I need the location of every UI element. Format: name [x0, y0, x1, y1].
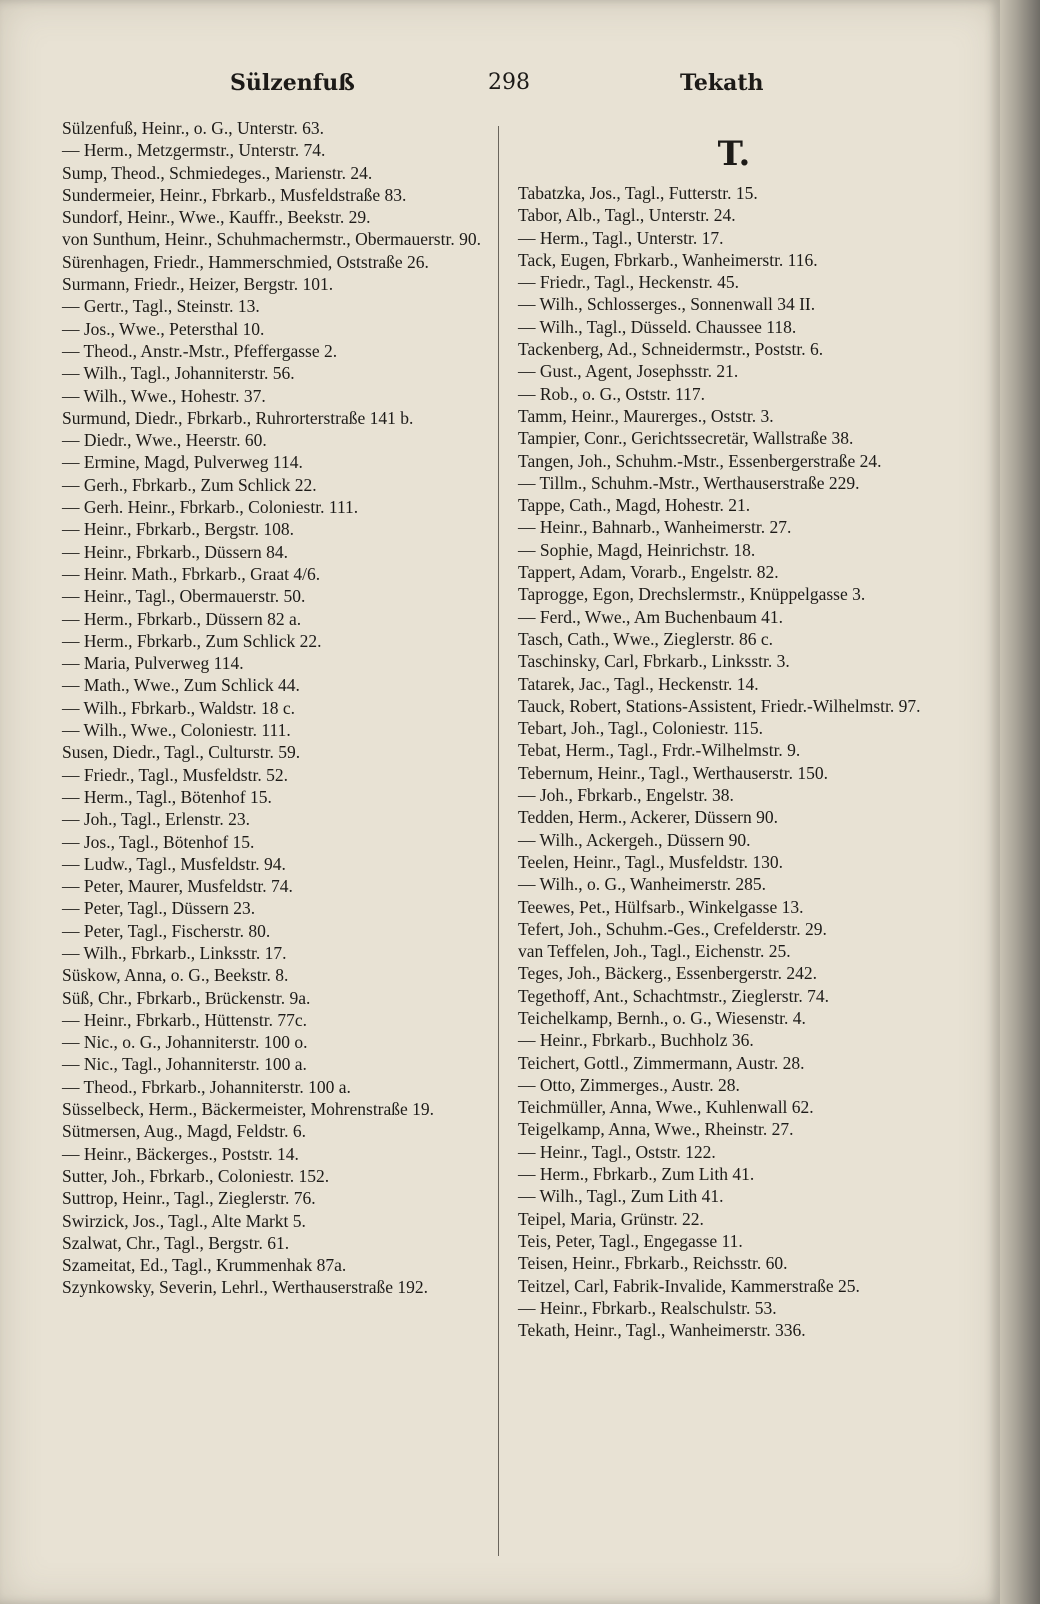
directory-entry: Tangen, Joh., Schuhm.-Mstr., Essenbergerstraße 24.: [518, 450, 882, 471]
directory-entry: Tappert, Adam, Vorarb., Engelstr. 82.: [518, 562, 779, 583]
directory-entry: — Gerh. Heinr., Fbrkarb., Coloniestr. 111.: [62, 497, 359, 518]
directory-entry: — Jos., Wwe., Petersthal 10.: [62, 318, 265, 339]
directory-entry: — Wilh., Fbrkarb., Linksstr. 17.: [62, 942, 287, 963]
directory-entry: — Friedr., Tagl., Heckenstr. 45.: [518, 272, 740, 293]
directory-entry: Teichert, Gottl., Zimmermann, Austr. 28.: [518, 1052, 805, 1073]
directory-entry: — Wilh., Fbrkarb., Waldstr. 18 c.: [62, 697, 295, 718]
directory-entry: — Heinr., Tagl., Obermauerstr. 50.: [62, 586, 306, 607]
directory-entry: Tampier, Conr., Gerichtssecretär, Wallstraße 38.: [518, 428, 854, 449]
directory-entry: — Heinr., Fbrkarb., Düssern 84.: [62, 541, 289, 562]
directory-entry: — Nic., o. G., Johanniterstr. 100 o.: [62, 1032, 308, 1053]
directory-entry: — Gerh., Fbrkarb., Zum Schlick 22.: [62, 474, 317, 495]
book-edge: [1000, 0, 1040, 1604]
directory-entry: Szynkowsky, Severin, Lehrl., Werthauserstraße 192.: [62, 1277, 429, 1298]
directory-entry: — Peter, Tagl., Fischerstr. 80.: [62, 920, 271, 941]
directory-entry: Tegethoff, Ant., Schachtmstr., Zieglerstr. 74.: [518, 985, 829, 1006]
directory-entry: — Jos., Tagl., Bötenhof 15.: [62, 831, 255, 852]
directory-entry: Teewes, Pet., Hülfsarb., Winkelgasse 13.: [518, 896, 804, 917]
directory-entry: Teisen, Heinr., Fbrkarb., Reichsstr. 60.: [518, 1253, 788, 1274]
directory-entry: — Gertr., Tagl., Steinstr. 13.: [62, 296, 260, 317]
directory-entry: Teis, Peter, Tagl., Engegasse 11.: [518, 1230, 743, 1251]
directory-entry: Teelen, Heinr., Tagl., Musfeldstr. 130.: [518, 851, 784, 872]
directory-entry: — Joh., Fbrkarb., Engelstr. 38.: [518, 785, 734, 806]
directory-entry: — Theod., Fbrkarb., Johanniterstr. 100 a.: [62, 1076, 351, 1097]
header-last-entry: Tekath: [680, 70, 764, 96]
directory-entry: Teichelkamp, Bernh., o. G., Wiesenstr. 4.: [518, 1007, 806, 1028]
directory-entry: — Heinr., Bahnarb., Wanheimerstr. 27.: [518, 517, 792, 538]
directory-entry: Sump, Theod., Schmiedeges., Marienstr. 24.: [62, 162, 373, 183]
directory-entry: — Sophie, Magd, Heinrichstr. 18.: [518, 539, 756, 560]
directory-entry: Tebat, Herm., Tagl., Frdr.-Wilhelmstr. 9.: [518, 740, 801, 761]
directory-entry: — Wilh., Ackergeh., Düssern 90.: [518, 829, 751, 850]
directory-entry: — Ferd., Wwe., Am Buchenbaum 41.: [518, 606, 784, 627]
directory-entry: — Herm., Fbrkarb., Zum Schlick 22.: [62, 630, 322, 651]
directory-entry: Sülzenfuß, Heinr., o. G., Unterstr. 63.: [62, 118, 324, 138]
directory-entry: — Heinr. Math., Fbrkarb., Graat 4/6.: [62, 563, 321, 584]
directory-entry: Süsselbeck, Herm., Bäckermeister, Mohrenstraße 19.: [62, 1099, 435, 1120]
directory-entry: — Diedr., Wwe., Heerstr. 60.: [62, 430, 267, 451]
directory-entry: — Heinr., Fbrkarb., Bergstr. 108.: [62, 519, 295, 540]
directory-entry: Teipel, Maria, Grünstr. 22.: [518, 1208, 704, 1229]
section-letter: T.: [717, 134, 751, 174]
directory-entry: Tatarek, Jac., Tagl., Heckenstr. 14.: [518, 673, 759, 694]
directory-entry: — Friedr., Tagl., Musfeldstr. 52.: [62, 764, 288, 785]
directory-entry: Tauck, Robert, Stations-Assistent, Friedr.-Wilhelmstr. 97.: [518, 695, 921, 716]
directory-entry: Swirzick, Jos., Tagl., Alte Markt 5.: [62, 1210, 306, 1231]
directory-entry: Tekath, Heinr., Tagl., Wanheimerstr. 336.: [518, 1320, 806, 1341]
directory-entry: — Wilh., Wwe., Coloniestr. 111.: [62, 720, 291, 741]
header-first-entry: Sülzenfuß: [230, 70, 355, 96]
directory-entry: Susen, Diedr., Tagl., Culturstr. 59.: [62, 742, 301, 763]
directory-entry: — Herm., Metzgermstr., Unterstr. 74.: [62, 140, 326, 161]
directory-entry: — Heinr., Fbrkarb., Realschulstr. 53.: [518, 1297, 777, 1318]
directory-entry: Teigelkamp, Anna, Wwe., Rheinstr. 27.: [518, 1119, 794, 1140]
directory-entry: Sürenhagen, Friedr., Hammerschmied, Oststraße 26.: [62, 251, 429, 272]
directory-entry: Tefert, Joh., Schuhm.-Ges., Crefelderstr. 29.: [518, 918, 827, 939]
directory-entry: Teichmüller, Anna, Wwe., Kuhlenwall 62.: [518, 1097, 814, 1118]
page-header: [60, 70, 950, 110]
directory-entry: Sutter, Joh., Fbrkarb., Coloniestr. 152.: [62, 1165, 330, 1186]
directory-entry: Tamm, Heinr., Maurerges., Oststr. 3.: [518, 405, 774, 426]
directory-entry: Tabatzka, Jos., Tagl., Futterstr. 15.: [518, 183, 758, 203]
directory-entry: — Wilh., o. G., Wanheimerstr. 285.: [518, 874, 767, 895]
directory-entry: — Herm., Tagl., Unterstr. 17.: [518, 227, 724, 248]
directory-entry: — Wilh., Tagl., Johanniterstr. 56.: [62, 363, 295, 384]
directory-entry: — Gust., Agent, Josephsstr. 21.: [518, 361, 739, 382]
directory-entry: — Tillm., Schuhm.-Mstr., Werthauserstraße 229.: [518, 472, 860, 493]
directory-entry: — Ludw., Tagl., Musfeldstr. 94.: [62, 853, 286, 874]
right-column-entries: [518, 182, 950, 1341]
page-number: 298: [488, 70, 530, 95]
directory-entry: — Heinr., Bäckerges., Poststr. 14.: [62, 1143, 299, 1164]
directory-entry: Tasch, Cath., Wwe., Zieglerstr. 86 c.: [518, 628, 774, 649]
directory-entry: Teitzel, Carl, Fabrik-Invalide, Kammerstraße 25.: [518, 1275, 860, 1296]
directory-entry: Tebart, Joh., Tagl., Coloniestr. 115.: [518, 718, 763, 739]
directory-entry: — Heinr., Fbrkarb., Buchholz 36.: [518, 1030, 754, 1051]
directory-entry: — Peter, Tagl., Düssern 23.: [62, 898, 256, 919]
left-column: [62, 117, 494, 1299]
directory-entry: — Herm., Fbrkarb., Düssern 82 a.: [62, 608, 302, 629]
directory-entry: Teges, Joh., Bäckerg., Essenbergerstr. 242.: [518, 963, 817, 984]
directory-entry: — Wilh., Schlosserges., Sonnenwall 34 II.: [518, 294, 816, 315]
directory-entry: — Maria, Pulverweg 114.: [62, 653, 244, 674]
directory-entry: — Peter, Maurer, Musfeldstr. 74.: [62, 876, 293, 897]
directory-entry: — Theod., Anstr.-Mstr., Pfeffergasse 2.: [62, 340, 338, 361]
directory-entry: Tabor, Alb., Tagl., Unterstr. 24.: [518, 205, 736, 226]
directory-entry: — Joh., Tagl., Erlenstr. 23.: [62, 809, 251, 830]
directory-entry: Taschinsky, Carl, Fbrkarb., Linksstr. 3.: [518, 651, 790, 672]
directory-entry: Surmann, Friedr., Heizer, Bergstr. 101.: [62, 274, 334, 295]
directory-entry: Sütmersen, Aug., Magd, Feldstr. 6.: [62, 1121, 307, 1142]
directory-entry: — Otto, Zimmerges., Austr. 28.: [518, 1074, 740, 1095]
directory-entry: Taprogge, Egon, Drechslermstr., Knüppelgasse 3.: [518, 584, 866, 605]
directory-entry: Suttrop, Heinr., Tagl., Zieglerstr. 76.: [62, 1188, 316, 1209]
directory-entry: Tack, Eugen, Fbrkarb., Wanheimerstr. 116.: [518, 249, 818, 270]
directory-entry: Tappe, Cath., Magd, Hohestr. 21.: [518, 495, 751, 516]
directory-entry: Szalwat, Chr., Tagl., Bergstr. 61.: [62, 1232, 290, 1253]
directory-entry: — Wilh., Tagl., Düsseld. Chaussee 118.: [518, 316, 797, 337]
directory-entry: — Herm., Fbrkarb., Zum Lith 41.: [518, 1164, 755, 1185]
directory-entry: Tackenberg, Ad., Schneidermstr., Poststr. 6.: [518, 339, 824, 360]
directory-entry: — Ermine, Magd, Pulverweg 114.: [62, 452, 303, 473]
directory-entry: — Wilh., Wwe., Hohestr. 37.: [62, 385, 266, 406]
directory-entry: Süskow, Anna, o. G., Beekstr. 8.: [62, 965, 289, 986]
directory-entry: Tedden, Herm., Ackerer, Düssern 90.: [518, 807, 779, 828]
directory-entry: Süß, Chr., Fbrkarb., Brückenstr. 9a.: [62, 987, 311, 1008]
directory-entry: van Teffelen, Joh., Tagl., Eichenstr. 25.: [518, 941, 791, 962]
directory-entry: — Math., Wwe., Zum Schlick 44.: [62, 675, 300, 696]
directory-entry: von Sunthum, Heinr., Schuhmachermstr., Obermauerstr. 90.: [62, 229, 481, 250]
directory-entry: — Herm., Tagl., Bötenhof 15.: [62, 786, 272, 807]
column-divider: [498, 126, 499, 1556]
directory-entry: — Heinr., Tagl., Oststr. 122.: [518, 1141, 716, 1162]
directory-entry: Sundorf, Heinr., Wwe., Kauffr., Beekstr. 29.: [62, 207, 371, 228]
directory-entry: — Rob., o. G., Oststr. 117.: [518, 383, 706, 404]
directory-entry: — Wilh., Tagl., Zum Lith 41.: [518, 1186, 724, 1207]
directory-entry: Surmund, Diedr., Fbrkarb., Ruhrorterstraße 141 b.: [62, 407, 414, 428]
directory-entry: — Nic., Tagl., Johanniterstr. 100 a.: [62, 1054, 307, 1075]
directory-entry: Szameitat, Ed., Tagl., Krummenhak 87a.: [62, 1255, 347, 1276]
directory-entry: Sundermeier, Heinr., Fbrkarb., Musfeldstraße 83.: [62, 184, 407, 205]
directory-entry: Tebernum, Heinr., Tagl., Werthauserstr. 150.: [518, 762, 828, 783]
directory-entry: — Heinr., Fbrkarb., Hüttenstr. 77c.: [62, 1009, 307, 1030]
right-column: [518, 130, 950, 1341]
